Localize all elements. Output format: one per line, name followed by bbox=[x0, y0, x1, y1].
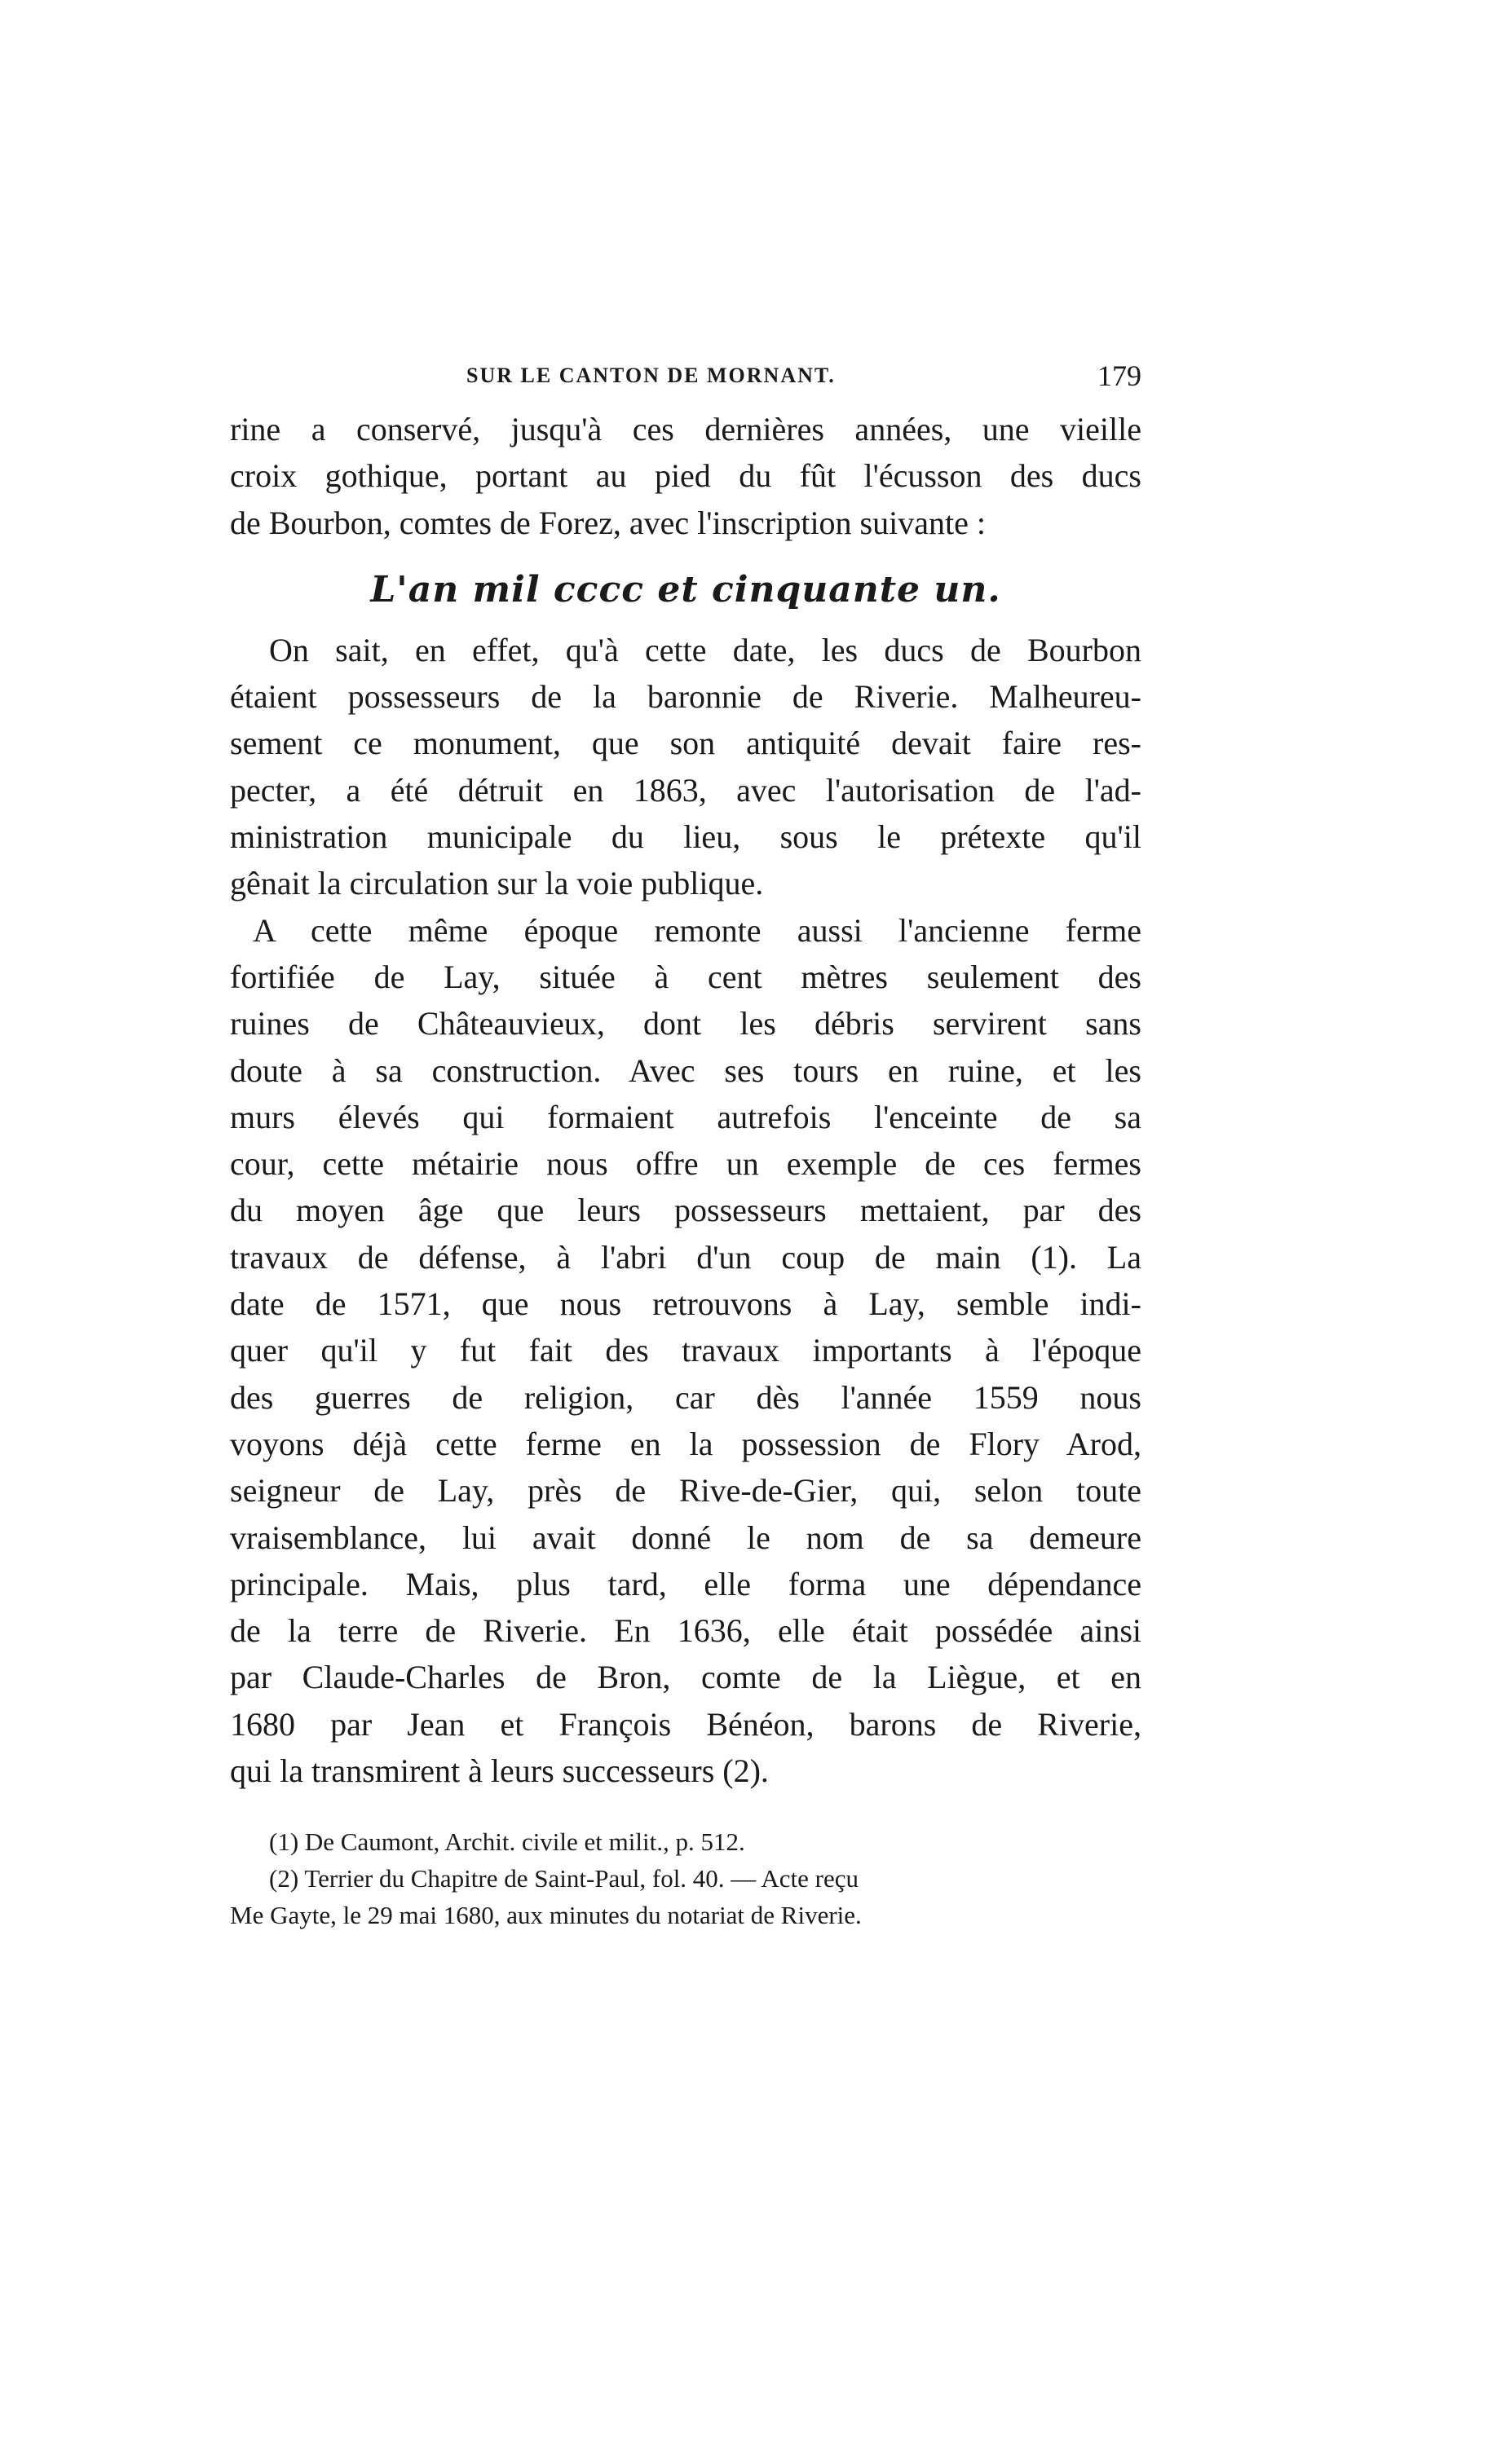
text-line: pecter, a été détruit en 1863, avec l'autorisation de l'ad- bbox=[230, 771, 1141, 809]
text-line: étaient possesseurs de la baronnie de Riverie. Malheureu- bbox=[230, 678, 1141, 716]
text-line: travaux de défense, à l'abri d'un coup de main (1). La bbox=[230, 1238, 1141, 1276]
running-title: SUR LE CANTON DE MORNANT. bbox=[466, 364, 836, 387]
text-line: vraisemblance, lui avait donné le nom de sa demeure bbox=[230, 1519, 1141, 1556]
text-line: quer qu'il y fut fait des travaux importants à l'époque bbox=[230, 1332, 1141, 1369]
text-line: fortifiée de Lay, située à cent mètres seulement des bbox=[230, 958, 1141, 995]
gothic-inscription: L'an mil cccc et cinquante un. bbox=[370, 568, 1001, 610]
text-line: des guerres de religion, car dès l'année 1559 nous bbox=[230, 1378, 1141, 1416]
page-number: 179 bbox=[1097, 359, 1141, 392]
text-line: murs élevés qui formaient autrefois l'enceinte de sa bbox=[230, 1098, 1141, 1135]
text-line: par Claude-Charles de Bron, comte de la Liègue, et en bbox=[230, 1659, 1141, 1696]
text-line: On sait, en effet, qu'à cette date, les ducs de Bourbon bbox=[269, 631, 1141, 668]
text-line: doute à sa construction. Avec ses tours en ruine, et les bbox=[230, 1051, 1141, 1089]
text-line: gênait la circulation sur la voie publique. bbox=[230, 865, 764, 902]
paragraph-1 bbox=[230, 406, 1141, 546]
footnote-2-line-1: (2) Terrier du Chapitre de Saint-Paul, fol. 40. — Acte reçu bbox=[269, 1864, 859, 1893]
running-head bbox=[230, 359, 1141, 398]
paragraph-2 bbox=[230, 627, 1141, 907]
text-line: ruines de Châteauvieux, dont les débris servirent sans bbox=[230, 1005, 1141, 1042]
paragraph-3 bbox=[230, 907, 1141, 1795]
text-line: voyons déjà cette ferme en la possession de Flory Arod, bbox=[230, 1425, 1141, 1462]
text-line: rine a conservé, jusqu'à ces dernières années, une vieille bbox=[230, 411, 1141, 447]
text-line: seigneur de Lay, près de Rive-de-Gier, qui, selon toute bbox=[230, 1472, 1141, 1510]
text-line: du moyen âge que leurs possesseurs mettaient, par des bbox=[230, 1192, 1141, 1229]
footnotes bbox=[230, 1823, 1141, 1933]
footnote-1: (1) De Caumont, Archit. civile et milit., p. 512. bbox=[269, 1827, 745, 1857]
text-line: date de 1571, que nous retrouvons à Lay, semble indi- bbox=[230, 1285, 1141, 1323]
footnote-2-line-2: Me Gayte, le 29 mai 1680, aux minutes du notariat de Riverie. bbox=[230, 1901, 862, 1930]
text-line: principale. Mais, plus tard, elle forma une dépendance bbox=[230, 1565, 1141, 1602]
text-line: cour, cette métairie nous offre un exemple de ces fermes bbox=[230, 1145, 1141, 1183]
text-line: ministration municipale du lieu, sous le prétexte qu'il bbox=[230, 818, 1141, 856]
text-line: de la terre de Riverie. En 1636, elle était possédée ainsi bbox=[230, 1612, 1141, 1650]
text-line: A cette même époque remonte aussi l'ancienne ferme bbox=[253, 911, 1141, 949]
text-line: qui la transmirent à leurs successeurs (2). bbox=[230, 1752, 769, 1790]
text-line: croix gothique, portant au pied du fût l'écusson des ducs bbox=[230, 457, 1141, 495]
text-line: sement ce monument, que son antiquité devait faire res- bbox=[230, 725, 1141, 762]
text-line: de Bourbon, comtes de Forez, avec l'inscription suivante : bbox=[230, 504, 986, 541]
text-line: 1680 par Jean et François Bénéon, barons de Riverie, bbox=[230, 1705, 1141, 1743]
book-page bbox=[230, 359, 1141, 1933]
